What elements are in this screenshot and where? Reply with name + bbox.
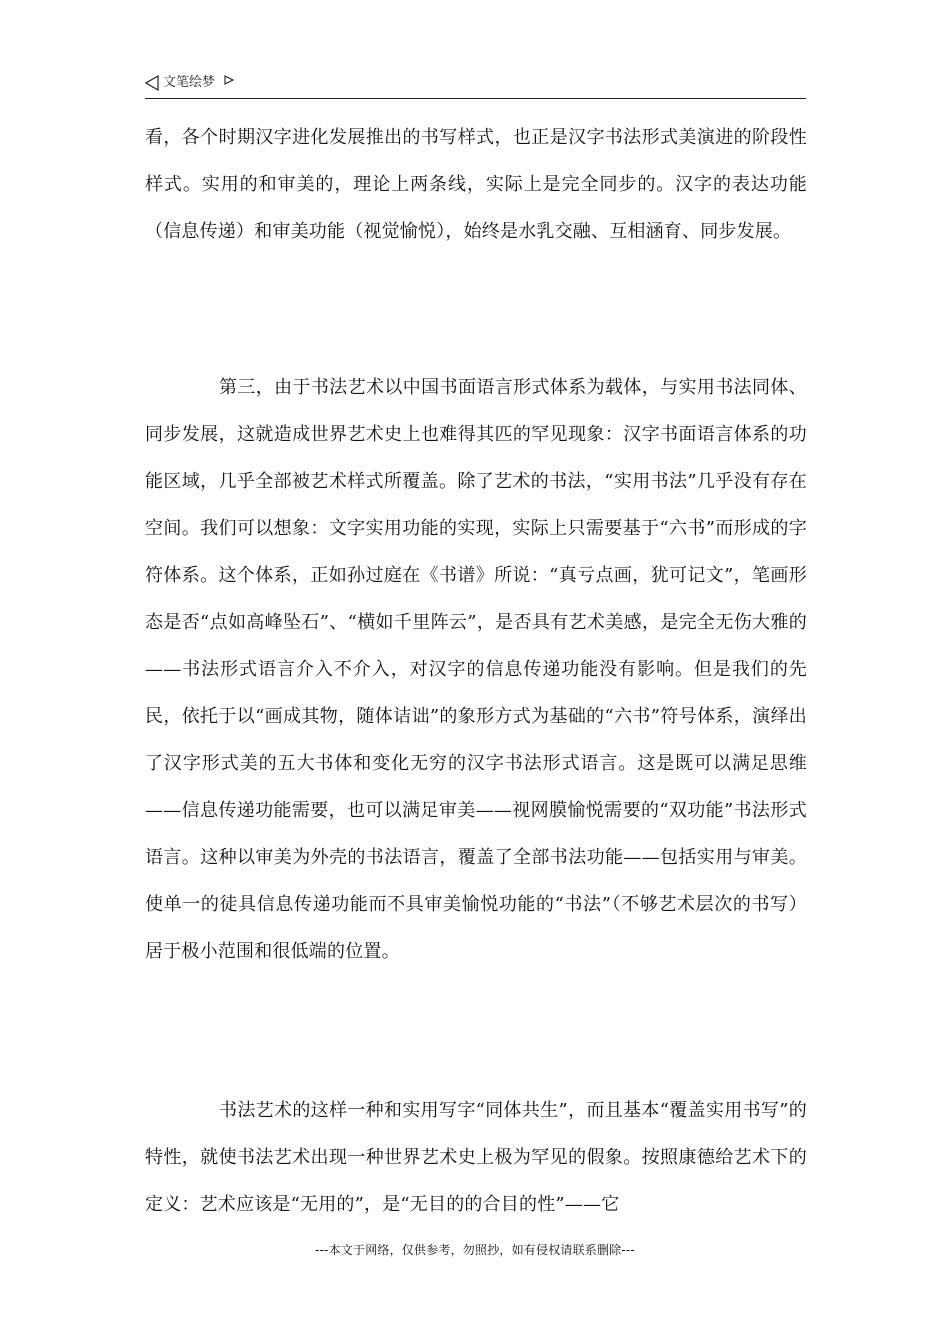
paragraph-1: 看，各个时期汉字进化发展推出的书写样式，也正是汉字书法形式美演进的阶段性样式。实用的和审美的，理论上两条线，实际上是完全同步的。汉字的表达功能（信息传递）和审美功能（视觉愉悦），始终是水乳交融、互相涵育、同步发展。 xyxy=(145,127,807,242)
paragraph-coexistence-block xyxy=(145,1087,807,1228)
paragraph-third-point-block xyxy=(145,364,807,975)
paragraph-3: 书法艺术的这样一种和实用写字“同体共生”，而且基本“覆盖实用书写”的特性，就使书法艺术出现一种世界艺术史上极为罕见的假象。按照康德给艺术下的定义：艺术应该是“无用的”，是“无目的的合目的性”——它 xyxy=(145,1100,807,1215)
paragraph-continuation-block xyxy=(145,114,807,255)
paragraph-2: 第三，由于书法艺术以中国书面语言形式体系为载体，与实用书法同体、同步发展，这就造成世界艺术史上也难得其匹的罕见现象：汉字书面语言体系的功能区域，几乎全部被艺术样式所覆盖。除了艺术的书法，“实用书法”几乎没有存在空间。我们可以想象：文字实用功能的实现，实际上只需要基于“六书”而形成的字符体系。这个体系，正如孙过庭在《书谱》所说：“真亏点画，犹可记文”，笔画形态是否“点如高峰坠石”、“横如千里阵云”，是否具有艺术美感，是完全无伤大雅的——书法形式语言介入不介入，对汉字的信息传递功能没有影响。但是我们的先民，依托于以“画成其物，随体诘诎”的象形方式为基础的“六书”符号体系，演绎出了汉字形式美的五大书体和变化无穷的汉字书法形式语言。这是既可以满足思维——信息传递功能需要，也可以满足审美——视网膜愉悦需要的“双功能”书法形式语言。这种以审美为外壳的书法语言，覆盖了全部书法功能——包括实用与审美。使单一的徒具信息传递功能而不具审美愉悦功能的“书法”（不够艺术层次的书写）居于极小范围和很低端的位置。 xyxy=(145,377,807,962)
header-title: 文笔绘梦 xyxy=(163,75,216,90)
footer-notice: ---本文于网络，仅供参考，勿照抄，如有侵权请联系删除--- xyxy=(315,1243,635,1257)
page-header xyxy=(145,74,806,99)
triangle-left-outline-icon xyxy=(145,75,159,91)
triangle-right-outline-icon xyxy=(223,74,235,86)
